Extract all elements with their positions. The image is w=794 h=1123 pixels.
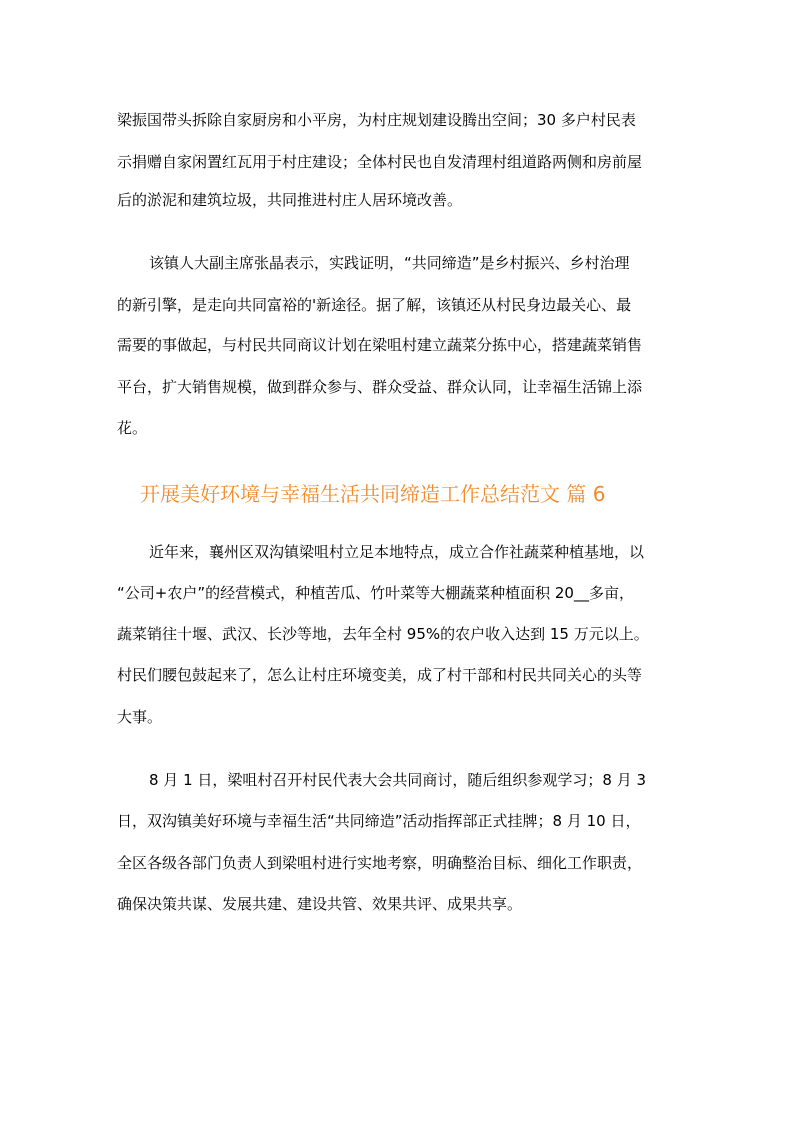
text-line: 确保决策共谋、发展共建、建设共管、效果共评、成果共享。 [117,895,523,913]
text-line: 该镇人大副主席张晶表示，实践证明，“共同缔造”是乡村振兴、乡村治理 [149,254,630,272]
text-line: 后的淤泥和建筑垃圾，共同推进村庄人居环境改善。 [117,191,463,209]
text-line: 需要的事做起，与村民共同商议计划在梁咀村建立蔬菜分拣中心，搭建蔬菜销售 [117,336,643,354]
text-line: 梁振国带头拆除自家厨房和小平房，为村庄规划建设腾出空间；30 多户村民表 [117,111,636,129]
text-line: 花。 [117,419,148,437]
text-line: 平台，扩大销售规模，做到群众参与、群众受益、群众认同，让幸福生活锦上添 [117,378,643,396]
text-line: 村民们腰包鼓起来了，怎么让村庄环境变美，成了村干部和村民共同关心的头等 [117,666,643,684]
text-line: 的新引擎，是走向共同富裕的'新途径。据了解，该镇还从村民身边最关心、最 [117,296,632,314]
section-heading: 开展美好环境与幸福生活共同缔造工作总结范文 篇 6 [140,482,606,506]
text-line: 示捐赠自家闲置红瓦用于村庄建设；全体村民也自发清理村组道路两侧和房前屋 [117,153,643,171]
text-line: “公司+农户”的经营模式，种植苦瓜、竹叶菜等大棚蔬菜种植面积 20__多亩， [117,584,634,602]
text-line: 近年来，襄州区双沟镇梁咀村立足本地特点，成立合作社蔬菜种植基地，以 [149,543,645,561]
text-line: 大事。 [117,708,163,726]
text-line: 日，双沟镇美好环境与幸福生活“共同缔造”活动指挥部正式挂牌；8 月 10 日， [117,812,641,830]
text-line: 蔬菜销往十堰、武汉、长沙等地，去年全村 95%的农户收入达到 15 万元以上。 [117,625,649,643]
text-line: 8 月 1 日，梁咀村召开村民代表大会共同商讨，随后组织参观学习；8 月 3 [149,771,647,789]
text-line: 全区各级各部门负责人到梁咀村进行实地考察，明确整治目标、细化工作职责， [117,854,643,872]
